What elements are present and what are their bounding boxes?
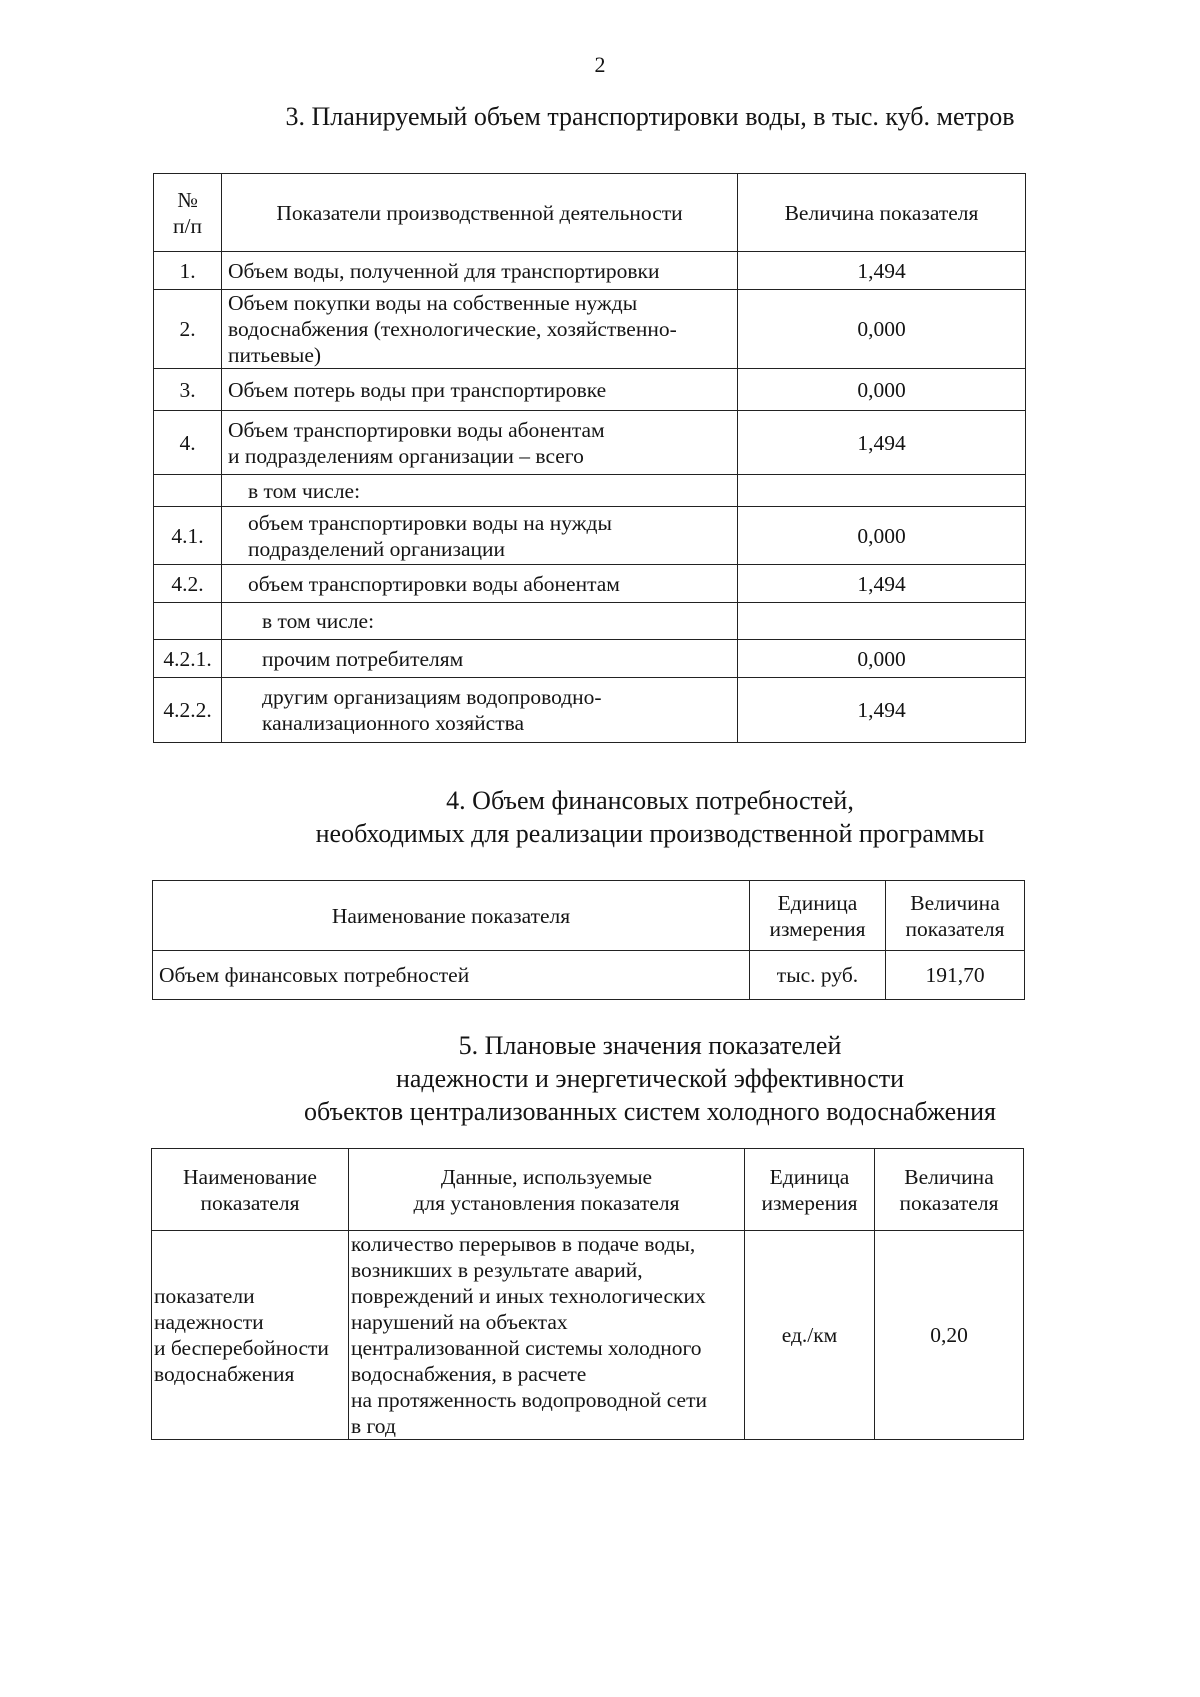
- row-label: объем транспортировки воды абонентам: [222, 565, 738, 603]
- row-unit: тыс. руб.: [750, 951, 886, 1000]
- header-unit: Единица измерения: [745, 1149, 875, 1231]
- row-value: 1,494: [738, 565, 1026, 603]
- row-data: количество перерывов в подаче воды, возникших в результате аварий, повреждений и иных технологических нарушений на объектах централизованной системы холодного водоснабжения, в расчете на протяженность водопроводной сети в год: [349, 1231, 745, 1440]
- row-num: 4.2.: [154, 565, 222, 603]
- row-label: другим организациям водопроводно- канализационного хозяйства: [222, 678, 738, 743]
- table-row: [153, 951, 1025, 1000]
- row-value: [738, 603, 1026, 640]
- row-value: [738, 475, 1026, 507]
- table-header-row: [153, 881, 1025, 951]
- row-value: 0,000: [738, 369, 1026, 411]
- table-row: [152, 1231, 1024, 1440]
- table-row: [154, 475, 1026, 507]
- table-row: [154, 290, 1026, 369]
- header-value: Величина показателя: [875, 1149, 1024, 1231]
- row-num: 3.: [154, 369, 222, 411]
- row-value: 0,000: [738, 640, 1026, 678]
- table-row: [154, 565, 1026, 603]
- row-label: Объем потерь воды при транспортировке: [222, 369, 738, 411]
- header-data: Данные, используемые для установления показателя: [349, 1149, 745, 1231]
- table-header-row: [152, 1149, 1024, 1231]
- row-value: 0,000: [738, 507, 1026, 565]
- row-value: 1,494: [738, 678, 1026, 743]
- row-value: 1,494: [738, 411, 1026, 475]
- header-unit: Единица измерения: [750, 881, 886, 951]
- header-indicator: Показатели производственной деятельности: [222, 174, 738, 252]
- section5-title: 5. Плановые значения показателей надежности и энергетической эффективности объектов централизованных систем холодного водоснабжения: [304, 1031, 996, 1126]
- row-unit: ед./км: [745, 1231, 875, 1440]
- row-num: [154, 475, 222, 507]
- table-row: [154, 252, 1026, 290]
- row-name: показатели надежности и бесперебойности водоснабжения: [152, 1231, 349, 1440]
- section3-title: 3. Планируемый объем транспортировки воды, в тыс. куб. метров: [285, 102, 1015, 131]
- page-number: 2: [594, 52, 606, 77]
- row-value: 0,20: [875, 1231, 1024, 1440]
- table-row: [154, 603, 1026, 640]
- row-name: Объем финансовых потребностей: [153, 951, 750, 1000]
- row-num: [154, 603, 222, 640]
- row-label: Объем покупки воды на собственные нужды водоснабжения (технологические, хозяйственно- питьевые): [222, 290, 738, 369]
- table-row: [154, 411, 1026, 475]
- section4-title: 4. Объем финансовых потребностей, необходимых для реализации производственной программы: [315, 786, 985, 848]
- table-header-row: [154, 174, 1026, 252]
- row-num: 4.1.: [154, 507, 222, 565]
- row-label: Объем транспортировки воды абонентам и подразделениям организации – всего: [222, 411, 738, 475]
- row-num: 4.: [154, 411, 222, 475]
- header-value: Величина показателя: [886, 881, 1025, 951]
- row-label: в том числе:: [222, 603, 738, 640]
- water-transport-table: [153, 173, 1026, 743]
- row-value: 191,70: [886, 951, 1025, 1000]
- header-name: Наименование показателя: [152, 1149, 349, 1231]
- table-row: [154, 369, 1026, 411]
- row-value: 1,494: [738, 252, 1026, 290]
- row-num: 4.2.1.: [154, 640, 222, 678]
- table-row: [154, 640, 1026, 678]
- row-value: 0,000: [738, 290, 1026, 369]
- table-row: [154, 678, 1026, 743]
- row-num: 2.: [154, 290, 222, 369]
- header-num: № п/п: [154, 174, 222, 252]
- row-label: объем транспортировки воды на нужды подразделений организации: [222, 507, 738, 565]
- row-label: в том числе:: [222, 475, 738, 507]
- table-row: [154, 507, 1026, 565]
- reliability-table: [151, 1148, 1024, 1440]
- row-label: прочим потребителям: [222, 640, 738, 678]
- row-label: Объем воды, полученной для транспортировки: [222, 252, 738, 290]
- row-num: 1.: [154, 252, 222, 290]
- finance-table: [152, 880, 1025, 1000]
- header-value: Величина показателя: [738, 174, 1026, 252]
- header-name: Наименование показателя: [153, 881, 750, 951]
- row-num: 4.2.2.: [154, 678, 222, 743]
